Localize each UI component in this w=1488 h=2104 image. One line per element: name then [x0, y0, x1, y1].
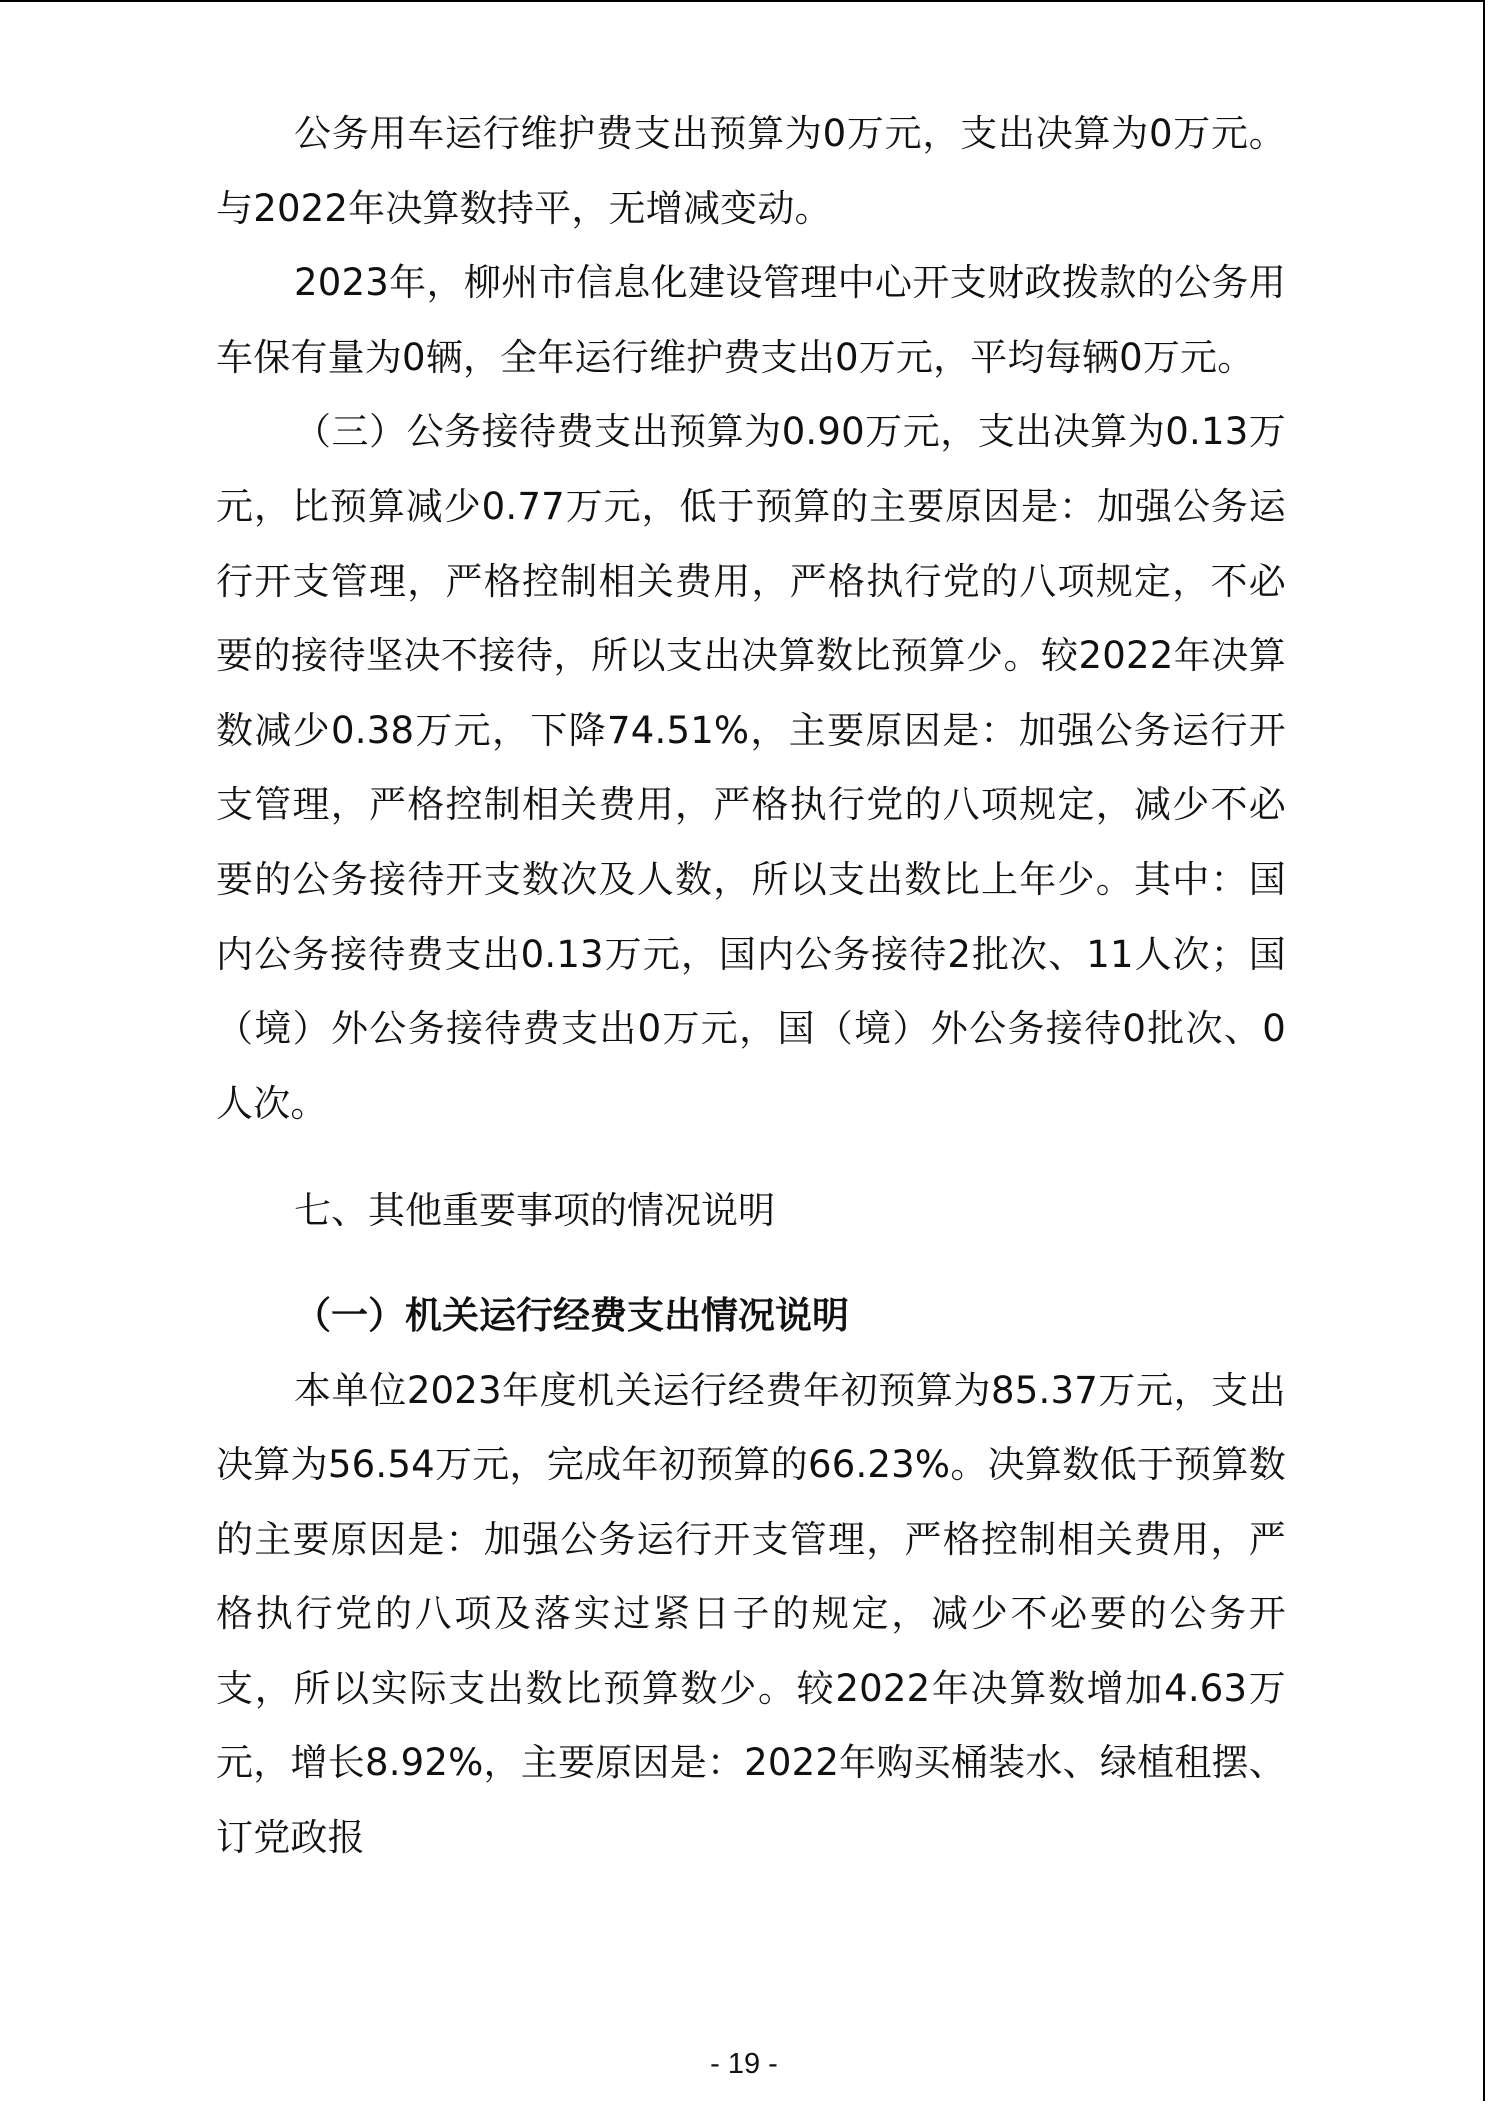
paragraph-reception-expenses: （三）公务接待费支出预算为0.90万元，支出决算为0.13万元，比预算减少0.77万元，低于预算的主要原因是：加强公务运行开支管理，严格控制相关费用，严格执行党的八项规定，不必要的接待坚决不接待，所以支出决算数比预算少。较2022年决算数减少0.38万元，下降74.51%，主要原因是：加强公务运行开支管理，严格控制相关费用，严格执行党的八项规定，减少不必要的公务接待开支数次及人数，所以支出数比上年少。其中：国内公务接待费支出0.13万元，国内公务接待2批次、11人次；国（境）外公务接待费支出0万元，国（境）外公务接待0批次、0人次。 [216, 410, 1286, 1125]
document-body [216, 97, 1286, 1876]
page-number: - 19 - [710, 2048, 778, 2080]
paragraph-vehicle-maintenance: 公务用车运行维护费支出预算为0万元，支出决算为0万元。与2022年决算数持平，无增减变动。 [216, 112, 1286, 230]
subsection-heading: （一）机关运行经费支出情况说明 [294, 1293, 849, 1337]
section-heading: 七、其他重要事项的情况说明 [294, 1189, 775, 1233]
paragraph-vehicle-count: 2023年，柳州市信息化建设管理中心开支财政拨款的公务用车保有量为0辆，全年运行维护费支出0万元，平均每辆0万元。 [216, 261, 1286, 379]
paragraph-operating-expenses: 本单位2023年度机关运行经费年初预算为85.37万元，支出决算为56.54万元，完成年初预算的66.23%。决算数低于预算数的主要原因是：加强公务运行开支管理，严格控制相关费用，严格执行党的八项及落实过紧日子的规定，减少不必要的公务开支，所以实际支出数比预算数少。较2022年决算数增加4.63万元，增长8.92%，主要原因是：2022年购买桶装水、绿植租摆、订党政报 [216, 1368, 1286, 1860]
